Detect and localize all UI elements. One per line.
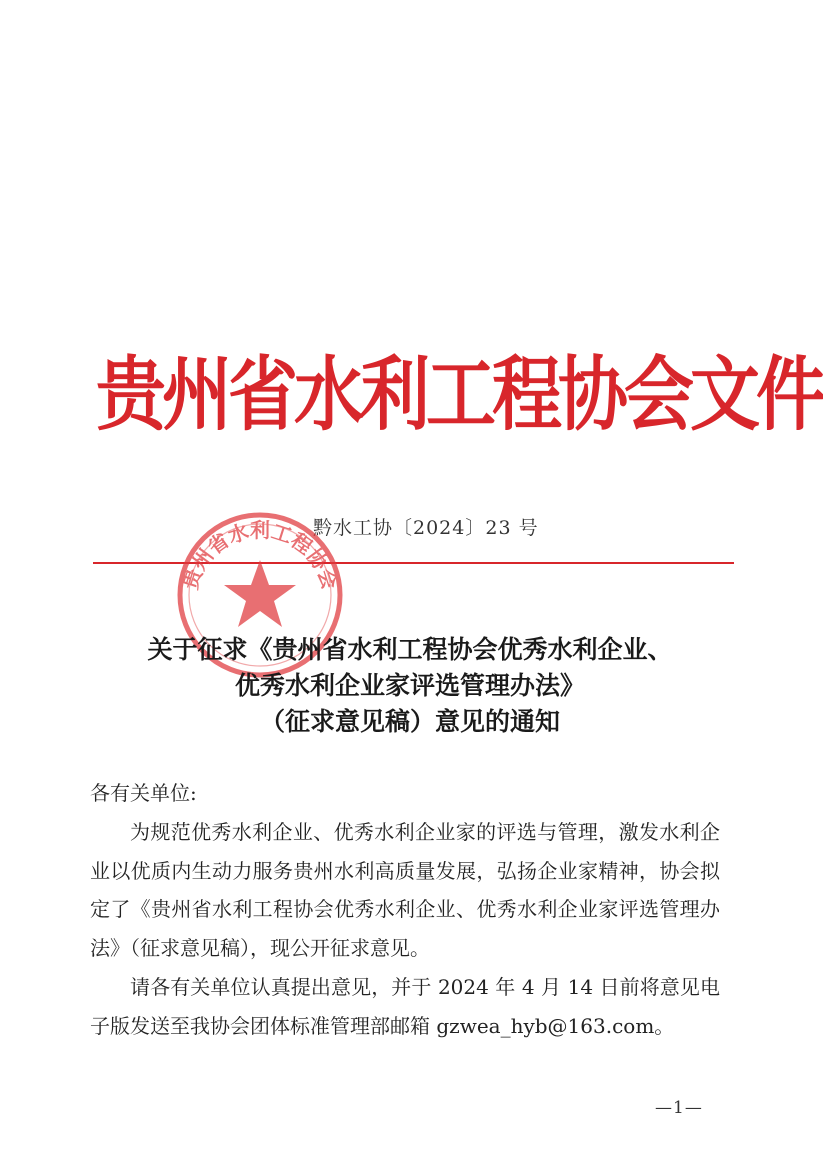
seal-text: 贵州省水利工程协会 xyxy=(178,518,342,593)
document-number: 黔水工协〔2024〕23 号 xyxy=(313,517,539,539)
seal-star-icon xyxy=(224,560,296,627)
notice-title-line: 关于征求《贵州省水利工程协会优秀水利企业、 xyxy=(147,635,673,664)
page-number: —1— xyxy=(655,1098,703,1118)
salutation: 各有关单位: xyxy=(90,781,197,805)
notice-title-line: （征求意见稿）意见的通知 xyxy=(259,707,560,736)
notice-title xyxy=(90,632,730,740)
document-header-title: 贵州省水利工程协会文件 xyxy=(96,347,822,443)
notice-title-line: 优秀水利企业家评选管理办法》 xyxy=(234,671,585,700)
body-paragraph: 请各有关单位认真提出意见，并于 2024 年 4 月 14 日前将意见电子版发送至我协会团体标准管理部邮箱 gzwea_hyb@163.com。 xyxy=(90,975,720,1038)
body-paragraph: 为规范优秀水利企业、优秀水利企业家的评选与管理，激发水利企业以优质内生动力服务贵州水利高质量发展，弘扬企业家精神，协会拟定了《贵州省水利工程协会优秀水利企业、优秀水利企业家评选管理办法》（征求意见稿），现公开征求意见。 xyxy=(90,820,720,960)
